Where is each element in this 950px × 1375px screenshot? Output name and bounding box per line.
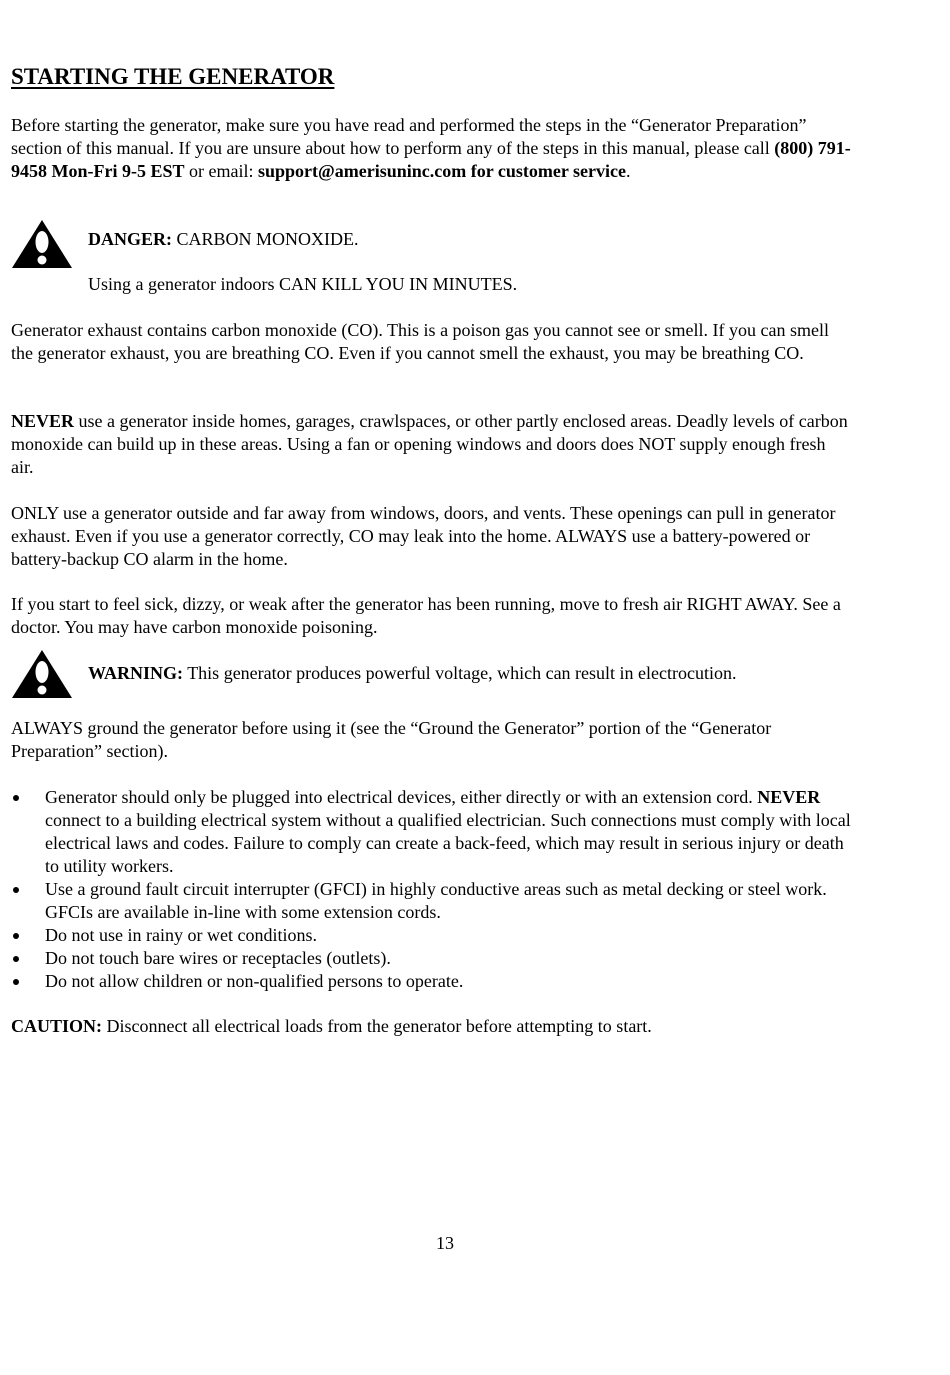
list-item: Generator should only be plugged into electrical devices, either directly or with an extension cord. NEVER connect to a building electrical system without a qualified electrician. Such connections must comply with local electrical laws and codes. Failure to comply can create a back-feed, which may result in serious injury or death to utility workers. <box>11 786 851 878</box>
safety-bullet-list <box>11 786 851 993</box>
page-number: 13 <box>436 1233 454 1253</box>
support-phone: (800) 791-9458 Mon-Fri 9-5 EST <box>11 138 851 181</box>
danger-subtext: Using a generator indoors CAN KILL YOU IN MINUTES. <box>88 274 518 294</box>
only-paragraph: ONLY use a generator outside and far away from windows, doors, and vents. These openings can pull in generator exhaust. Even if you use a generator correctly, CO may leak into the home. ALWAYS use a battery-powered or battery-backup CO alarm in the home. <box>11 503 836 569</box>
list-item: Use a ground fault circuit interrupter (GFCI) in highly conductive areas such as metal decking or steel work. GFCIs are available in-line with some extension cords. <box>11 878 851 924</box>
caution-paragraph: CAUTION: Disconnect all electrical loads from the generator before attempting to start. <box>11 1016 652 1036</box>
list-item: Do not touch bare wires or receptacles (outlets). <box>11 947 851 970</box>
list-item: Do not allow children or non-qualified persons to operate. <box>11 970 851 993</box>
ground-paragraph: ALWAYS ground the generator before using it (see the “Ground the Generator” portion of the “Generator Preparation” section). <box>11 718 772 761</box>
exhaust-paragraph: Generator exhaust contains carbon monoxide (CO). This is a poison gas you cannot see or smell. If you can smell the generator exhaust, you are breathing CO. Even if you cannot smell the exhaust, you may be breathing CO. <box>11 320 829 363</box>
warning-triangle-icon <box>10 218 74 270</box>
list-item: Do not use in rainy or wet conditions. <box>11 924 851 947</box>
support-email: support@amerisuninc.com for customer service <box>257 161 626 181</box>
bullet-icon <box>13 795 19 801</box>
intro-paragraph: Before starting the generator, make sure you have read and performed the steps in the “Generator Preparation” section of this manual. If you are unsure about how to perform any of the steps in this manual, please call (800) 791-9458 Mon-Fri 9-5 EST or email: support@amerisuninc.com for customer service. <box>11 115 851 181</box>
page-title: STARTING THE GENERATOR <box>11 64 335 89</box>
bullet-icon <box>13 956 19 962</box>
danger-heading: DANGER: CARBON MONOXIDE. <box>88 229 359 249</box>
warning-heading: WARNING: This generator produces powerful voltage, which can result in electrocution. <box>88 663 737 683</box>
never-paragraph: NEVER use a generator inside homes, garages, crawlspaces, or other partly enclosed areas. Deadly levels of carbon monoxide can build up in these areas. Using a fan or opening windows and doors does NOT supply enough fresh air. <box>11 411 848 477</box>
bullet-icon <box>13 979 19 985</box>
warning-triangle-icon <box>10 648 74 700</box>
sick-paragraph: If you start to feel sick, dizzy, or weak after the generator has been running, move to fresh air RIGHT AWAY. See a doctor. You may have carbon monoxide poisoning. <box>11 594 841 637</box>
bullet-icon <box>13 933 19 939</box>
bullet-icon <box>13 887 19 893</box>
